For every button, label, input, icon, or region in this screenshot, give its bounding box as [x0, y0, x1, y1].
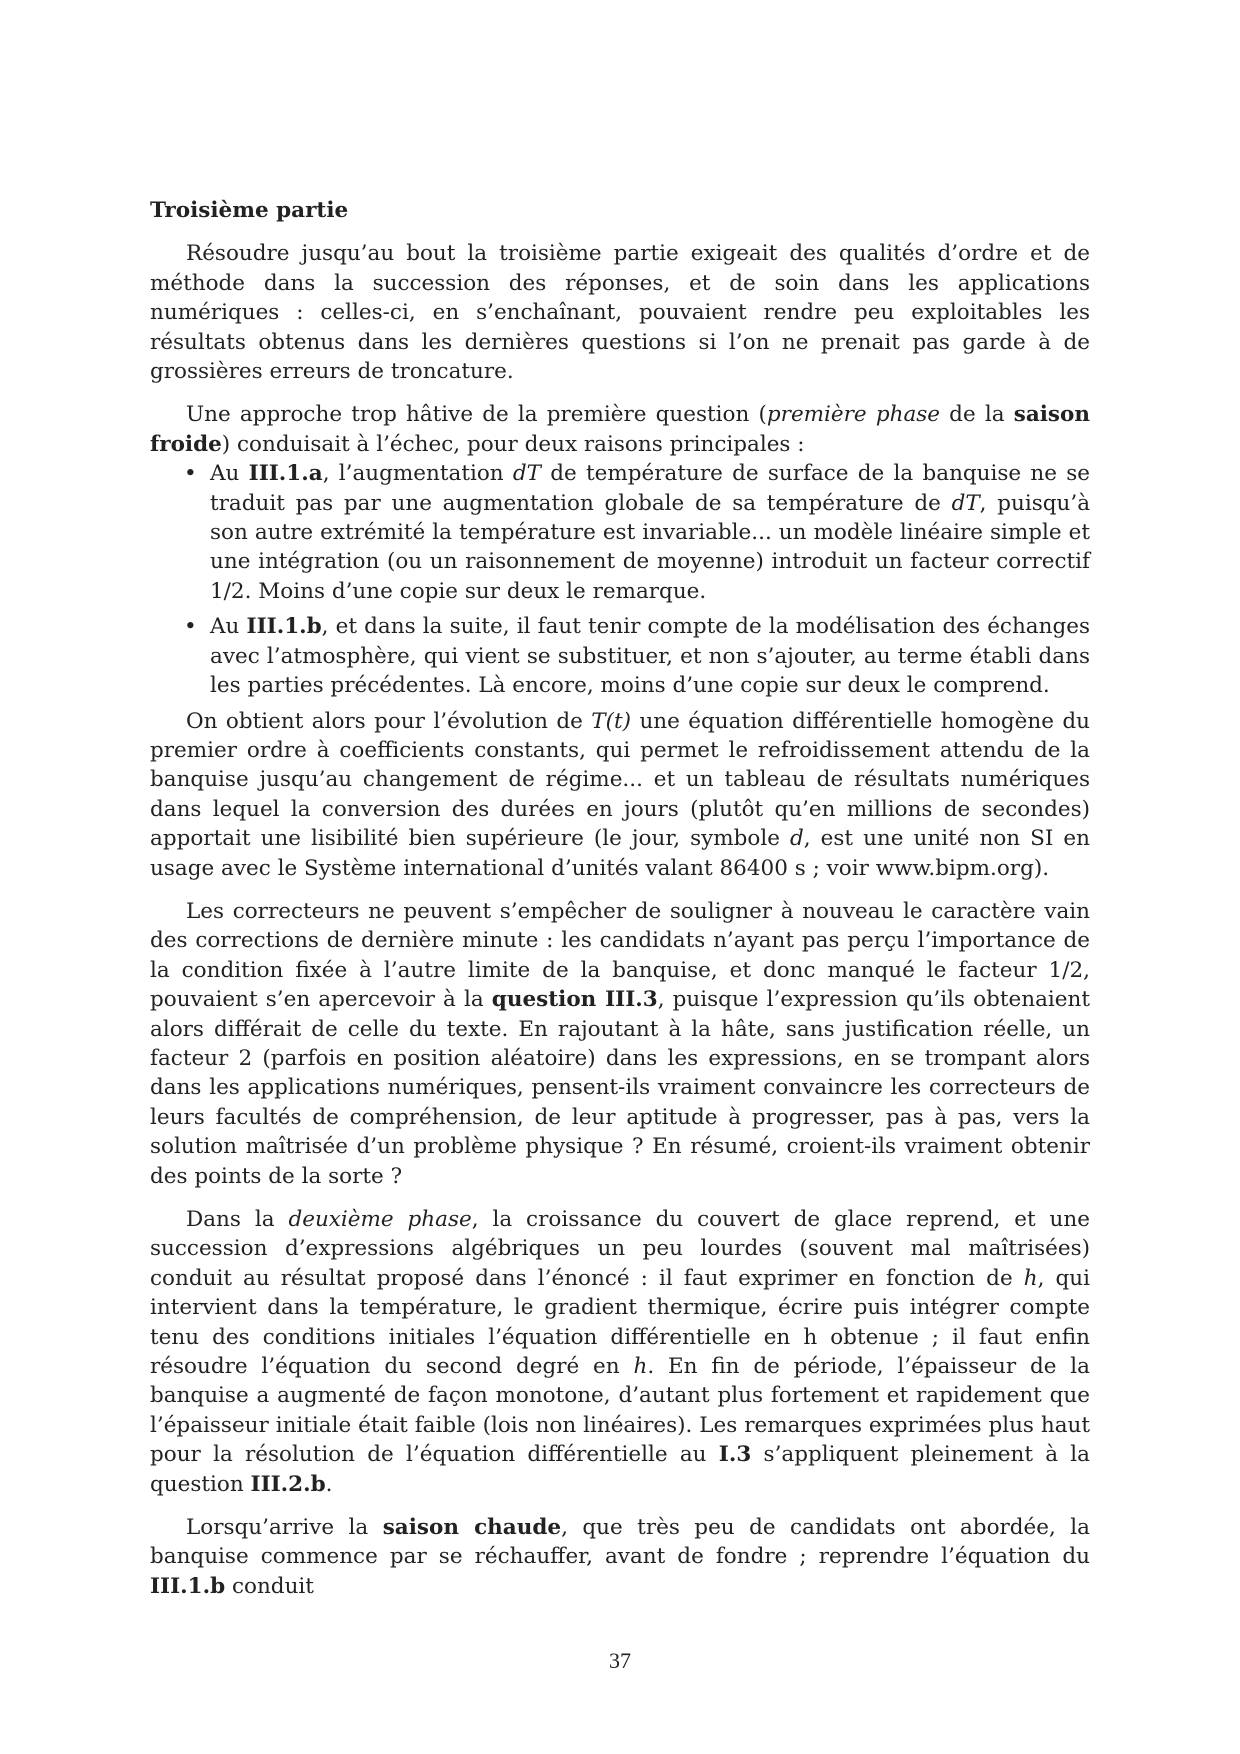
emphasis-premiere-phase: première phase [766, 402, 941, 428]
bullet-icon: • [184, 614, 197, 640]
math-T-of-t: T(t) [591, 708, 632, 734]
bold-ref-III-1-a: III.1.a [248, 461, 323, 487]
emphasis-deuxieme-phase: deuxième phase [288, 1207, 472, 1232]
bold-saison-chaude: saison chaude [382, 1515, 562, 1541]
bullet-icon: • [184, 461, 197, 487]
list-item: • Au III.1.b, et dans la suite, il faut tenir compte de la modélisation des échanges avec l’atmosphère, qui vient se substituer, et non s’ajouter, au terme établi dans les parties précédentes. Là encore, moins d’une copie sur deux le comprend. [184, 614, 1090, 699]
paragraph-intro: Résoudre jusqu’au bout la troisième partie exigeait des qualités d’ordre et de méthode dans la succession des réponses, et de soin dans les applications numériques : celles-ci, en s’enchaînant, pouvaient rendre peu exploitables les résultats obtenus dans les dernières questions si l’on ne prenait pas garde à de grossières erreurs de troncature. [150, 241, 1090, 385]
bold-ref-I-3: I.3 [718, 1442, 752, 1468]
list-item: • Au III.1.a, l’augmentation dT de température de surface de la banquise ne se traduit pas par une augmentation globale de sa température de dT, puisqu’à son autre extrémité la température est invariable... un modèle linéaire simple et une intégration (ou un raisonnement de moyenne) introduit un facteur correctif 1/2. Moins d’une copie sur deux le remarque. [184, 461, 1091, 604]
paragraph-saison-chaude: Lorsqu’arrive la saison chaude, que très peu de candidats ont abordée, la banquise commence par se réchauffer, avant de fondre ; reprendre l’équation du III.1.b conduit [150, 1515, 1090, 1599]
document-body [150, 196, 1090, 1615]
bold-ref-III-2-b: III.2.b [250, 1471, 326, 1497]
page-number: 37 [609, 1648, 631, 1673]
paragraph-evolution: On obtient alors pour l’évolution de T(t) une équation différentielle homogène du premier ordre à coefficients constants, qui permet le refroidissement attendu de la banquise jusqu’au changement de régime... et un tableau de résultats numériques dans lequel la conversion des durées en jours (plutôt qu’en millions de secondes) apportait une lisibilité bien supérieure (le jour, symbole d, est une unité non SI en usage avec le Système international d’unités valant 86400 s ; voir www.bipm.org). [150, 708, 1091, 881]
math-h: h [1023, 1265, 1038, 1291]
math-h: h [633, 1354, 648, 1380]
paragraph-correcteurs: Les correcteurs ne peuvent s’empêcher de souligner à nouveau le caractère vain des corrections de dernière minute : les candidats n’ayant pas perçu l’importance de la condition fixée à l’autre limite de la banquise, et donc manqué le facteur 1/2, pouvaient s’en apercevoir à la question III.3, puisque l’expression qu’ils obtenaient alors différait de celle du texte. En rajoutant à la hâte, sans justification réelle, un facteur 2 (parfois en position aléatoire) dans les expressions, en se trompant alors dans les applications numériques, pensent-ils vraiment convaincre les correcteurs de leurs facultés de compréhension, de leur aptitude à progresser, pas à pas, vers la solution maîtrisée d’un problème physique ? En résumé, croient-ils vraiment obtenir des points de la sorte ? [150, 898, 1090, 1189]
paragraph-first-question: Une approche trop hâtive de la première question (première phase de la saison froide) conduisait à l’échec, pour deux raisons principales : [150, 402, 1090, 457]
section-title: Troisième partie [150, 198, 349, 223]
bold-saison-froide: saison froide [150, 402, 1090, 457]
math-d: d [790, 826, 804, 852]
math-dT: dT [512, 461, 542, 487]
bold-question-III-3: question III.3 [491, 987, 658, 1013]
paragraph-deuxieme-phase: Dans la deuxième phase, la croissance du couvert de glace reprend, et une succession d’expressions algébriques un peu lourdes (souvent mal maîtrisées) conduit au résultat proposé dans l’énoncé : il faut exprimer en fonction de h, qui intervient dans la température, le gradient thermique, écrire puis intégrer compte tenu des conditions initiales l’équation différentielle en h obtenue ; il faut enfin résoudre l’équation du second degré en h. En fin de période, l’épaisseur de la banquise a augmenté de façon monotone, d’autant plus fortement et rapidement que l’épaisseur initiale était faible (lois non linéaires). Les remarques exprimées plus haut pour la résolution de l’équation différentielle au I.3 s’appliquent pleinement à la question III.2.b. [150, 1207, 1091, 1497]
reasons-list [150, 459, 1090, 700]
math-dT: dT [951, 490, 980, 516]
bold-ref-III-1-b: III.1.b [246, 614, 322, 640]
bold-ref-III-1-b: III.1.b [150, 1573, 226, 1599]
